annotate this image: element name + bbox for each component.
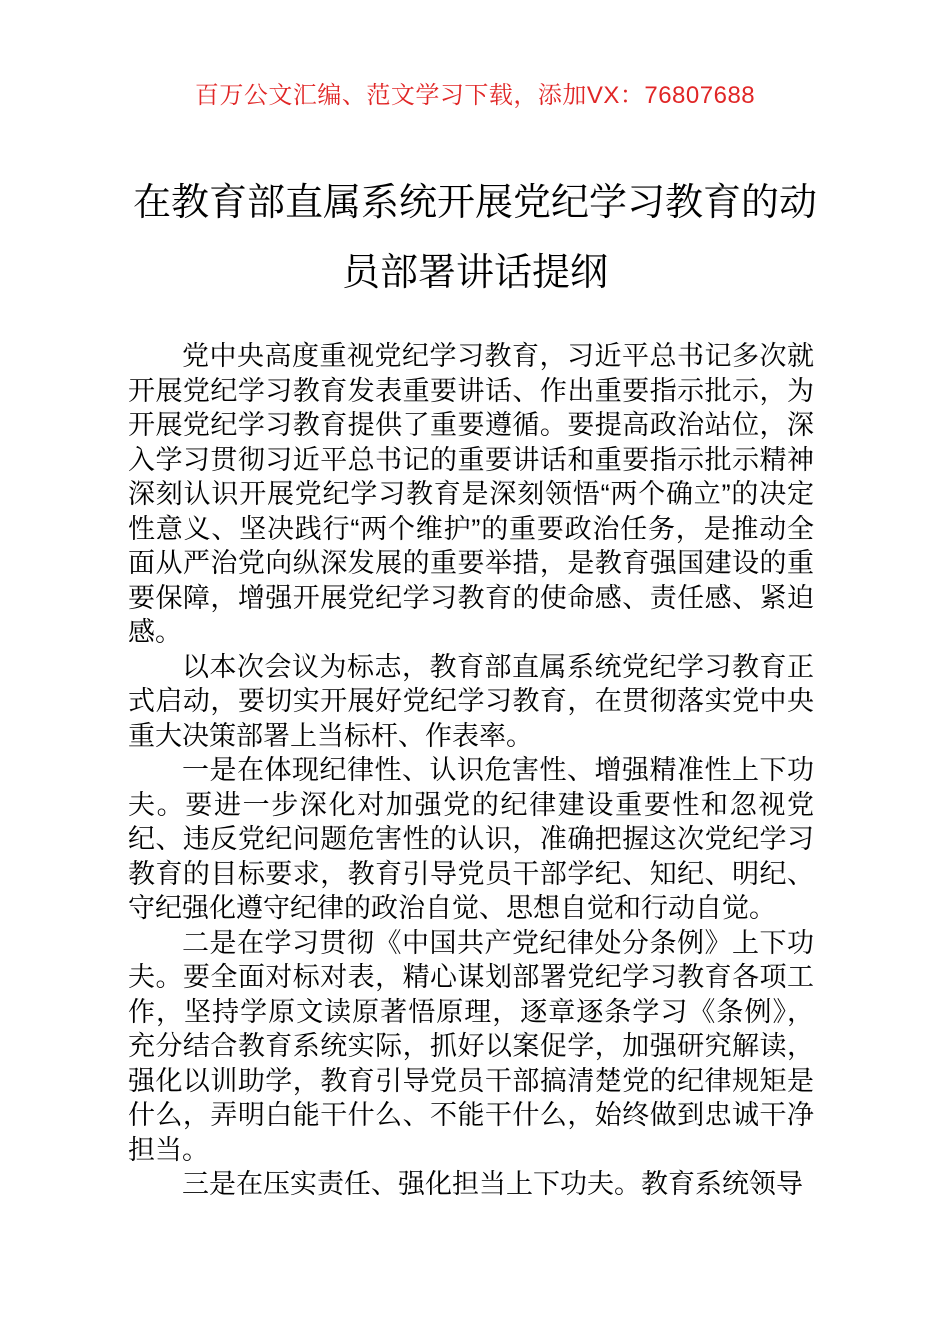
body-paragraph-1: 党中央高度重视党纪学习教育，习近平总书记多次就开展党纪学习教育发表重要讲话、作出重要指示批示，为开展党纪学习教育提供了重要遵循。要提高政治站位，深入学习贯彻习近平总书记的重要讲话和重要指示批示精神深刻认识开展党纪学习教育是深刻领悟“两个确立”的决定性意义、坚决践行“两个维护”的重要政治任务，是推动全面从严治党向纵深发展的重要举措，是教育强国建设的重要保障，增强开展党纪学习教育的使命感、责任感、紧迫感。 (128, 341, 814, 647)
body-paragraph-5: 三是在压实责任、强化担当上下功夫。教育系统领导 (182, 1169, 803, 1199)
document-body (128, 339, 814, 1202)
watermark-promo-text: 百万公文汇编、范文学习下载，添加VX：76807688 (194, 82, 756, 109)
document-title (115, 168, 835, 308)
document-title-line-2: 员部署讲话提纲 (341, 252, 608, 294)
document-title-line-1: 在教育部直属系统开展党纪学习教育的动 (132, 182, 817, 224)
body-paragraph-3: 一是在体现纪律性、认识危害性、增强精准性上下功夫。要进一步深化对加强党的纪律建设重要性和忽视党纪、违反党纪问题危害性的认识，准确把握这次党纪学习教育的目标要求，教育引导党员干部学纪、知纪、明纪、守纪强化遵守纪律的政治自觉、思想自觉和行动自觉。 (128, 755, 814, 923)
body-paragraph-2: 以本次会议为标志，教育部直属系统党纪学习教育正式启动，要切实开展好党纪学习教育，在贯彻落实党中央重大决策部署上当标杆、作表率。 (128, 651, 814, 751)
body-paragraph-4: 二是在学习贯彻《中国共产党纪律处分条例》上下功夫。要全面对标对表，精心谋划部署党纪学习教育各项工作，坚持学原文读原著悟原理，逐章逐条学习《条例》，充分结合教育系统实际，抓好以案促学，加强研究解读，强化以训助学，教育引导党员干部搞清楚党的纪律规矩是什么，弄明白能干什么、不能干什么，始终做到忠诚干净担当。 (128, 927, 814, 1165)
